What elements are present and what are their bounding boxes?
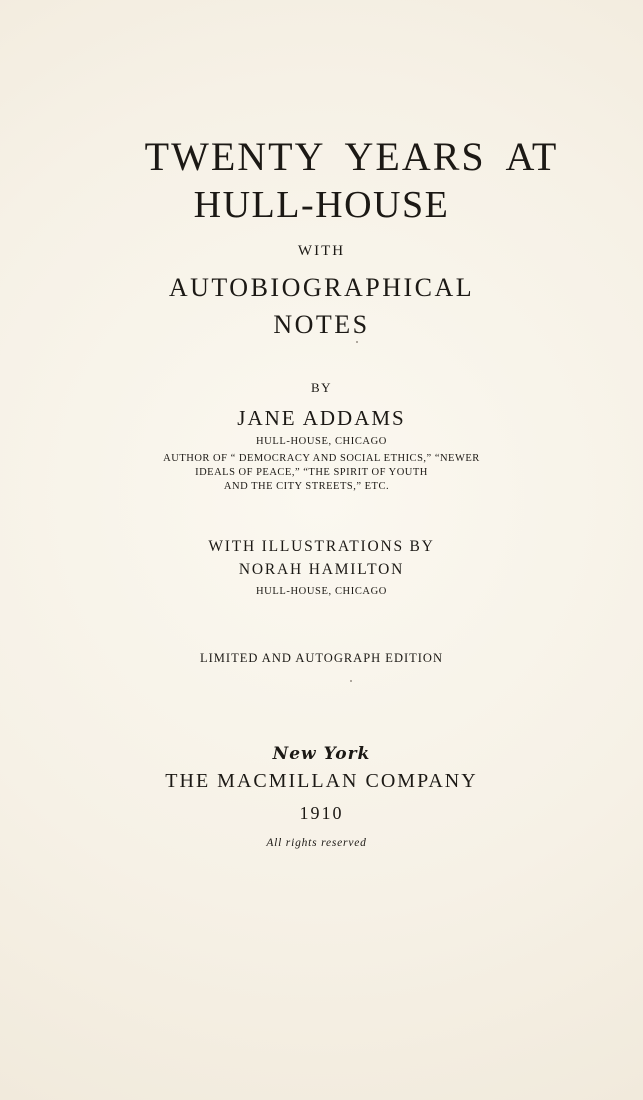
illustrations-credit: WITH ILLUSTRATIONS BY [208,538,435,555]
subtitle-line-1: AUTOBIOGRAPHICAL [168,273,475,302]
author-affiliation: HULL-HOUSE, CHICAGO [256,436,387,447]
subtitle-line-2: NOTES [273,310,370,339]
imprint-city: New York [272,744,371,764]
by-label: BY [310,380,333,395]
illustrator-affiliation: HULL-HOUSE, CHICAGO [256,586,387,597]
book-title-line-2: HULL-HOUSE [193,184,450,226]
author-works-line-2: IDEALS OF PEACE,” “THE SPIRIT OF YOUTH [195,467,428,478]
paper-speck [350,680,352,682]
publisher-name: THE MACMILLAN COMPANY [165,770,478,792]
rights-notice: All rights reserved [266,837,367,849]
edition-statement: LIMITED AND AUTOGRAPH EDITION [200,651,443,665]
publication-year: 1910 [299,803,344,823]
book-title-line-1: TWENTY YEARS AT [144,134,559,179]
author-name: JANE ADDAMS [237,406,406,430]
subtitle-with: WITH [297,243,346,259]
illustrator-name: NORAH HAMILTON [238,561,405,578]
author-works-line-1: AUTHOR OF “ DEMOCRACY AND SOCIAL ETHICS,” “NEWER [163,453,480,464]
paper-speck [356,341,358,343]
author-works-line-3: AND THE CITY STREETS,” ETC. [223,481,390,492]
